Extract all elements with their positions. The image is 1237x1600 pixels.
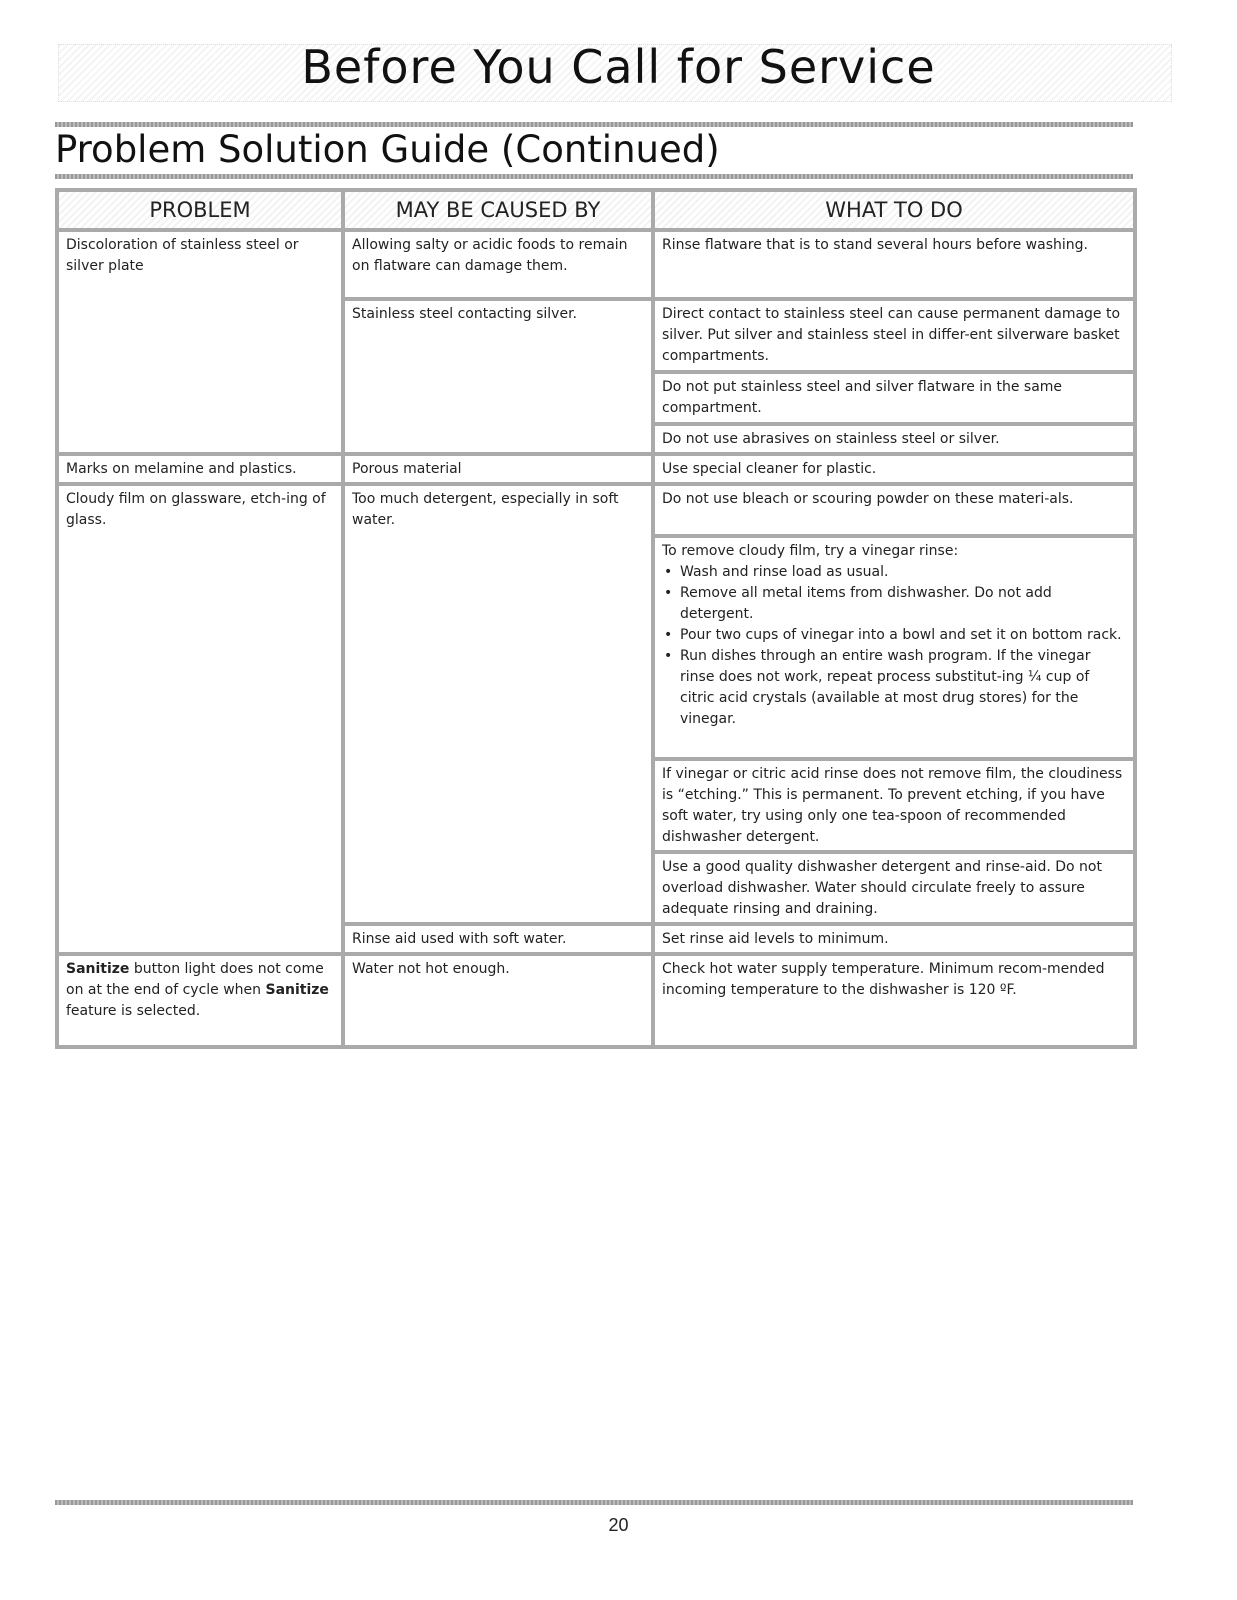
solution-cell: If vinegar or citric acid rinse does not remove film, the cloudiness is “etching.” This is permanent. To prevent etching, if you have soft water, try using only one tea-spoon of recommended dishwasher detergent. (653, 759, 1135, 852)
column-header-problem: PROBLEM (57, 190, 343, 230)
solution-cell: Do not put stainless steel and silver flatware in the same compartment. (653, 372, 1135, 424)
solution-cell: Do not use abrasives on stainless steel or silver. (653, 424, 1135, 454)
cause-cell: Too much detergent, especially in soft water. (343, 484, 653, 924)
text: feature is selected. (66, 1003, 201, 1019)
cause-cell: Allowing salty or acidic foods to remain on flatware can damage them. (343, 230, 653, 299)
bullet-item: • Wash and rinse load as usual. (680, 562, 1126, 583)
cause-cell: Porous material (343, 454, 653, 484)
problem-solution-table (55, 188, 1137, 1049)
problem-cell (57, 954, 343, 1047)
section-title: Problem Solution Guide (Continued) (55, 128, 720, 171)
bold-term: Sanitize (66, 961, 130, 977)
problem-cell: Discoloration of stainless steel or silver plate (57, 230, 343, 454)
solution-cell: Direct contact to stainless steel can cause permanent damage to silver. Put silver and stainless steel in differ-ent silverware basket compartments. (653, 299, 1135, 372)
solution-intro: To remove cloudy film, try a vinegar rinse: (662, 543, 959, 559)
solution-cell: Do not use bleach or scouring powder on these materi-als. (653, 484, 1135, 536)
bullet-item: • Remove all metal items from dishwasher. Do not add detergent. (680, 583, 1126, 625)
divider (55, 122, 1133, 127)
bullet-item: • Pour two cups of vinegar into a bowl and set it on bottom rack. (680, 625, 1126, 646)
solution-cell: Use a good quality dishwasher detergent and rinse-aid. Do not overload dishwasher. Water should circulate freely to assure adequate rinsing and draining. (653, 852, 1135, 924)
problem-cell: Cloudy film on glassware, etch-ing of glass. (57, 484, 343, 954)
solution-cell: Check hot water supply temperature. Minimum recom-mended incoming temperature to the dishwasher is 120 ºF. (653, 954, 1135, 1047)
solution-cell (653, 536, 1135, 759)
problem-cell: Marks on melamine and plastics. (57, 454, 343, 484)
divider (55, 174, 1133, 179)
solution-cell: Set rinse aid levels to minimum. (653, 924, 1135, 954)
cause-cell: Stainless steel contacting silver. (343, 299, 653, 454)
text: button light does not come on at the end of cycle when (66, 961, 324, 998)
column-header-cause: MAY BE CAUSED BY (343, 190, 653, 230)
footer-divider (55, 1500, 1133, 1505)
bold-term: Sanitize (265, 982, 329, 998)
cause-cell: Water not hot enough. (343, 954, 653, 1047)
solution-cell: Use special cleaner for plastic. (653, 454, 1135, 484)
page-number: 20 (608, 1515, 629, 1535)
bullet-item: • Run dishes through an entire wash program. If the vinegar rinse does not work, repeat process substitut-ing ¼ cup of citric acid crystals (available at most drug stores) for the vinegar. (680, 646, 1126, 730)
page-title: Before You Call for Service (301, 40, 936, 94)
column-header-solution: WHAT TO DO (653, 190, 1135, 230)
solution-cell: Rinse flatware that is to stand several hours before washing. (653, 230, 1135, 299)
bullet-list (662, 562, 1126, 730)
cause-cell: Rinse aid used with soft water. (343, 924, 653, 954)
